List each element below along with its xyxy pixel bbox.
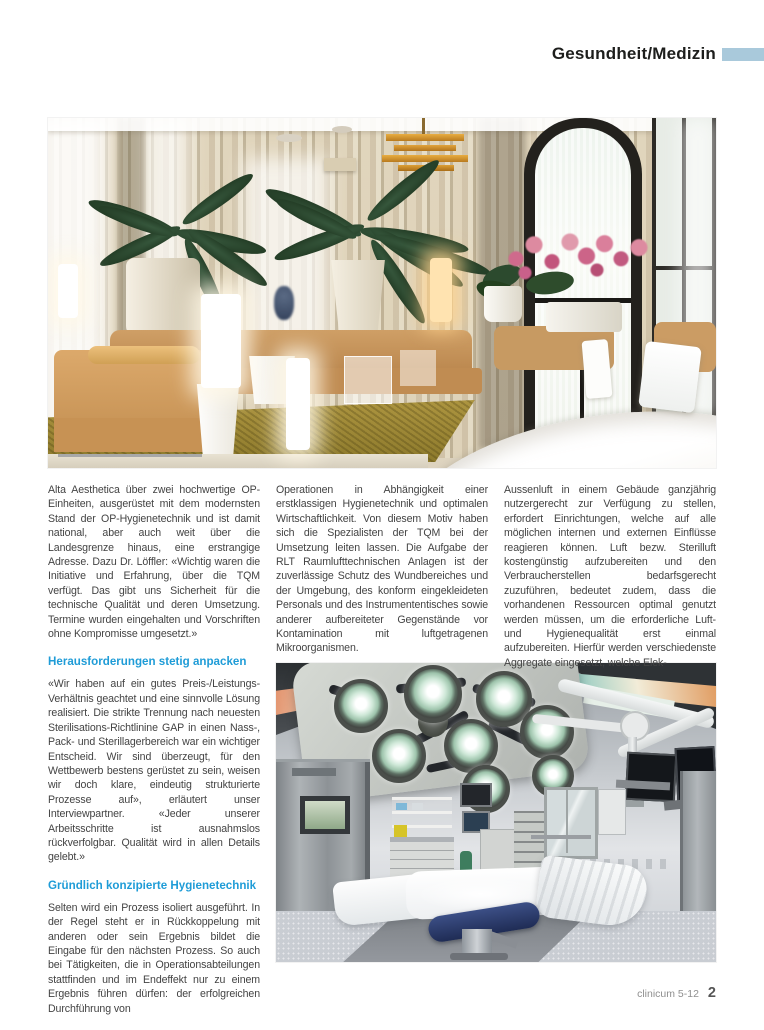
operating-table — [316, 853, 676, 962]
door-window — [300, 796, 350, 834]
lamp-slat — [386, 134, 464, 141]
cart-counter — [390, 837, 454, 842]
paragraph: Aussenluft in einem Gebäude ganzjährig nutzergerecht zur Verfügung zu stellen, erfordert Einrichtungen, welche auf alle möglichen internen und externen Einflüsse reagieren können. Luft bezw. Sterilluft kostengünstig aufzubereiten und den Verbraucherstellen bedarfsgerecht zuzuführen, bedeutet zudem, dass die vorhandenen Ressourcen optimal genutzt werden müssen, um die erforderliche Luft- und Hygienequalität erst einmal aufzubereiten. Hierfür werden verschiedenste Aggregate eingesetzt, welche Elek- — [504, 484, 716, 669]
column-lamp — [286, 358, 310, 450]
text-column-3 — [504, 483, 716, 670]
warm-lamp — [430, 258, 452, 322]
subheading: Gründlich konzipierte Hygienetechnik — [48, 878, 257, 892]
paragraph: Operationen in Abhängigkeit einer erstklassigen Hygienetechnik und optimalen Wirtschaftlichkeit. Von diesem Motiv haben sich die Spezialisten der TQM bei der Umsetzung leiten lassen. Die Aufgabe der RLT Raumlufttechnischen Anlagen ist der zuverlässige Schutz des Wundbereiches und der Umgebung, des konform eingekleideten Personals und des Instrumententisches sowie anderer aufbereiteter Gegenstände vor Kontamination mit luftgetragenen Mikroorganismen. — [276, 484, 488, 655]
counter-display — [638, 341, 702, 413]
white-planter — [126, 258, 200, 338]
paragraph: Selten wird ein Prozess isoliert ausgeführt. In der Regel steht er in Rückkoppelung mit anderen oder sein Ergebnis bildet die Eingabe für den nächsten Prozess. So auch bei Tätigkeiten, die in Operationsabteilungen stattfinden und im Endeffekt nur zu einem Ergebnis führen dürfen: der erfolgreichen Durchführung von — [48, 901, 260, 1015]
light-head — [334, 679, 388, 733]
light-head — [404, 665, 462, 723]
orchid-flowers — [474, 222, 674, 332]
operating-room-photo — [276, 663, 716, 962]
lamp-slat — [394, 145, 456, 151]
acrylic-table — [344, 356, 392, 404]
subheading: Herausforderungen stetig anpacken — [48, 655, 247, 669]
table-sheet-drape — [535, 855, 650, 930]
lamp-slat — [382, 155, 468, 162]
wall-rail — [531, 835, 591, 839]
leaf-frond — [96, 201, 176, 242]
armchair-bolster — [88, 346, 200, 364]
page-footer — [416, 985, 716, 1001]
text-column-2 — [276, 483, 488, 656]
magazine-issue: clinicum 5-12 — [637, 988, 699, 1000]
ceiling-disc — [332, 126, 352, 133]
arm-bar — [532, 714, 632, 733]
counter-object — [582, 339, 613, 399]
section-title: Gesundheit/Medizin — [551, 44, 716, 63]
armchair-seat — [54, 418, 206, 452]
steel-door-right — [680, 771, 716, 921]
supply-bin — [396, 803, 407, 810]
paragraph: Alta Aesthetica über zwei hochwertige OP-Einheiten, ausgerüstet mit dem modernsten Stand der OP-Hygienetechnik und ist damit national, aber auch weit über die Landesgrenze hinaus, eine erstrangige Adresse. Dazu Dr. Löffler: «Wichtig waren die Initiative und Erfahrung, über die TQM verfügt. Das gibt uns Sicherheit für die technische Qualität und deren Umsetzung. Termine wurden eingehalten und Vorschriften ohne Kompromisse umgesetzt.» — [48, 484, 260, 641]
lobby-photo — [48, 118, 716, 468]
orchid-blooms — [504, 228, 654, 284]
column-lamp — [58, 264, 78, 318]
chrome-frame — [58, 454, 202, 457]
glass-cabinet — [544, 787, 598, 859]
wall-panel — [598, 789, 626, 835]
table-base — [450, 953, 508, 960]
text-column-1 — [48, 483, 260, 1016]
leaf-frond — [179, 169, 257, 230]
door-closer — [292, 768, 336, 776]
section-color-tab — [722, 48, 764, 61]
armchair-front — [54, 346, 208, 462]
seated-person — [274, 286, 294, 320]
supply-bin — [412, 803, 423, 810]
cabinet-divider — [566, 787, 568, 853]
ceiling-disc — [276, 134, 302, 142]
table-column — [462, 929, 492, 955]
white-vase — [484, 286, 522, 322]
column-lamp — [201, 294, 241, 388]
anesthesia-monitor — [460, 783, 492, 807]
page-number: 2 — [707, 985, 716, 1001]
acrylic-table — [400, 350, 436, 386]
paragraph: «Wir haben auf ein gutes Preis-/Leistungs-Verhältnis geachtet und eine sinnvolle Lösung realisiert. Die strikte Trennung nach neuesten Sterilisations-Richtlinine GAP in einen Nass-, Pack- und Sterillagerbereich war ein wichtiger Entscheid. Wir sind überzeugt, für den Wettbewerb bestens gerüstet zu sein, weisen wir doch klare, eindeutig strukturierte Prozesse auf», erläutert unser Interviewpartner. «Jeder unserer Arbeitsschritte ist ausnahmslos rückverfolgbar. Qualität wird in allen Details gelebt.» — [48, 678, 260, 864]
light-head — [372, 729, 426, 783]
white-vase — [546, 302, 622, 332]
